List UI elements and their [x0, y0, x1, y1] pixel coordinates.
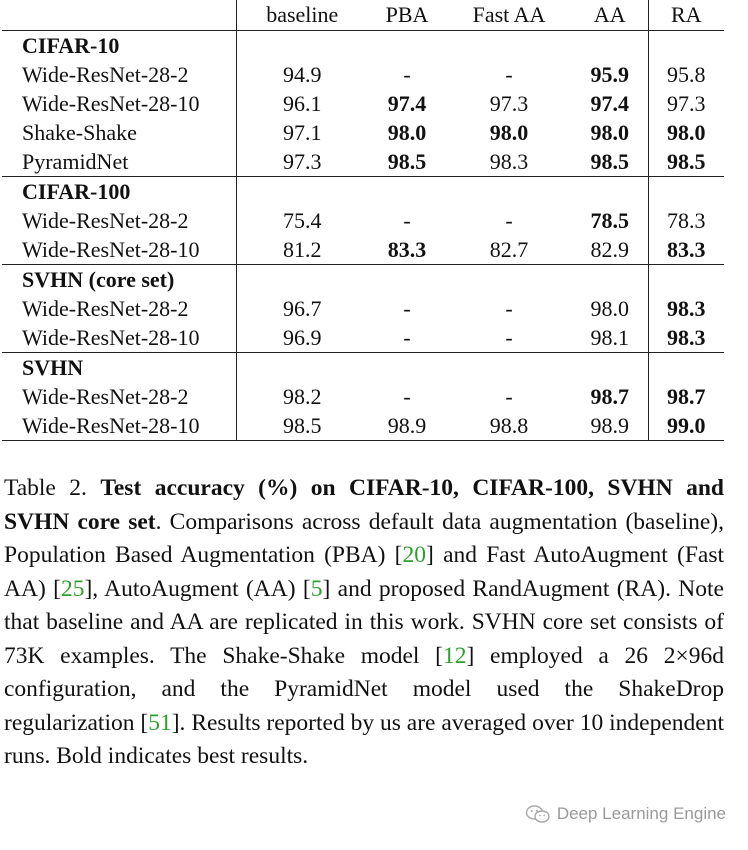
empty-cell [648, 353, 724, 383]
accuracy-cell-baseline: 96.9 [283, 324, 322, 350]
model-name: Wide-ResNet-28-2 [2, 206, 236, 235]
citation-link[interactable]: 5 [310, 575, 323, 602]
accuracy-cell-aa: 98.7 [572, 382, 648, 411]
accuracy-cell-ra: 83.3 [667, 236, 706, 262]
model-name: Wide-ResNet-28-2 [2, 60, 236, 89]
accuracy-cell-ra: 98.7 [667, 383, 706, 409]
empty-cell [572, 31, 648, 61]
accuracy-cell-baseline: 98.2 [283, 383, 322, 409]
header-cell-fast-aa: Fast AA [446, 0, 572, 31]
table-row [2, 323, 724, 353]
table-group-row [2, 353, 724, 383]
group-title: CIFAR-100 [2, 177, 236, 207]
table-row [2, 60, 724, 89]
header-cell-model [2, 0, 236, 31]
accuracy-cell-ra: 98.3 [667, 324, 706, 350]
model-name: Wide-ResNet-28-2 [2, 382, 236, 411]
empty-cell [446, 353, 572, 383]
header-cell-pba: PBA [368, 0, 446, 31]
accuracy-cell-fast-aa: 98.8 [446, 411, 572, 441]
table-header-row [2, 0, 724, 31]
caption-text: ]. Results reported by us are averaged over 10 independent runs. Bold indicates best results. [4, 709, 724, 769]
accuracy-cell-aa: 95.9 [572, 60, 648, 89]
model-name: PyramidNet [2, 147, 236, 177]
accuracy-cell-aa: 82.9 [572, 235, 648, 265]
accuracy-cell-fast-aa: - [505, 295, 513, 321]
empty-cell [572, 265, 648, 295]
table-row [2, 89, 724, 118]
empty-cell [236, 177, 368, 207]
accuracy-cell-pba: 98.9 [368, 411, 446, 441]
accuracy-cell-pba: - [403, 383, 411, 409]
empty-cell [368, 177, 446, 207]
accuracy-cell-fast-aa: - [505, 61, 513, 87]
accuracy-cell-pba: - [403, 295, 411, 321]
accuracy-cell-pba: - [403, 324, 411, 350]
empty-cell [446, 177, 572, 207]
table-group-row [2, 177, 724, 207]
table-row [2, 118, 724, 147]
model-name: Wide-ResNet-28-2 [2, 294, 236, 323]
accuracy-cell-baseline: 97.1 [283, 119, 322, 145]
caption-text: ] and Fast AutoAugment (Fast AA) [ [4, 542, 724, 602]
caption-title: Test accuracy (%) on CIFAR-10, CIFAR-100, SVHN and SVHN core set [4, 475, 724, 535]
accuracy-cell-pba: 98.5 [387, 148, 427, 174]
caption-text: ] and proposed RandAugment (RA). Note that baseline and AA are replicated in this work. SVHN core set consists of 73K examples. The Shake-Shake model [ [4, 575, 724, 669]
empty-cell [446, 265, 572, 295]
accuracy-cell-pba: 83.3 [387, 236, 427, 262]
accuracy-cell-aa: 98.9 [572, 411, 648, 441]
table-body [2, 31, 724, 441]
table-row [2, 294, 724, 323]
model-name: Wide-ResNet-28-10 [2, 411, 236, 441]
accuracy-cell-fast-aa: 82.7 [489, 236, 529, 262]
accuracy-cell-ra: 98.0 [667, 119, 706, 145]
empty-cell [368, 353, 446, 383]
accuracy-cell-aa: 98.1 [572, 323, 648, 353]
table-group-row [2, 265, 724, 295]
accuracy-cell-aa: 98.0 [572, 118, 648, 147]
model-name: Shake-Shake [2, 118, 236, 147]
accuracy-cell-fast-aa: - [505, 383, 513, 409]
empty-cell [236, 265, 368, 295]
citation-link[interactable]: 25 [60, 575, 85, 602]
accuracy-cell-baseline: 98.5 [236, 411, 368, 441]
accuracy-cell-baseline: 96.1 [283, 90, 322, 116]
accuracy-cell-pba: 98.0 [387, 119, 427, 145]
caption-label: Table 2. [4, 475, 87, 501]
accuracy-cell-ra: 98.3 [667, 295, 706, 321]
model-name: Wide-ResNet-28-10 [2, 323, 236, 353]
accuracy-cell-fast-aa: 97.3 [489, 90, 529, 116]
accuracy-cell-aa: 97.4 [572, 89, 648, 118]
accuracy-cell-aa: 98.5 [572, 147, 648, 177]
empty-cell [368, 265, 446, 295]
header-cell-baseline: baseline [236, 0, 368, 31]
empty-cell [648, 177, 724, 207]
accuracy-cell-ra: 78.3 [667, 207, 706, 233]
accuracy-cell-ra: 97.3 [667, 90, 706, 116]
caption-text: ], AutoAugment (AA) [ [84, 575, 311, 602]
accuracy-cell-fast-aa: 98.3 [489, 148, 529, 174]
header-cell-aa: AA [572, 0, 648, 31]
table-row [2, 411, 724, 441]
accuracy-cell-aa: 98.0 [572, 294, 648, 323]
table-row [2, 147, 724, 177]
accuracy-cell-ra: 99.0 [648, 411, 724, 441]
empty-cell [236, 31, 368, 61]
results-table-container [2, 0, 724, 441]
accuracy-cell-pba: - [403, 207, 411, 233]
caption-text: ] employed a 26 2×96d configuration, and the PyramidNet model used the ShakeDrop regularization [ [4, 642, 725, 736]
watermark-text: Deep Learning Engine [556, 804, 726, 823]
accuracy-cell-pba: - [403, 61, 411, 87]
accuracy-cell-pba: 97.4 [387, 90, 427, 116]
results-table [2, 0, 724, 441]
empty-cell [572, 177, 648, 207]
accuracy-cell-aa: 78.5 [572, 206, 648, 235]
empty-cell [648, 31, 724, 61]
group-title: SVHN [2, 353, 236, 383]
empty-cell [572, 353, 648, 383]
model-name: Wide-ResNet-28-10 [2, 235, 236, 265]
empty-cell [446, 31, 572, 61]
wechat-icon [525, 804, 551, 824]
table-row [2, 235, 724, 265]
accuracy-cell-baseline: 96.7 [283, 295, 322, 321]
citation-link[interactable]: 51 [148, 709, 172, 736]
caption-text: . Comparisons across default data augmentation (baseline), Population Based Augmentation (PBA) [ [4, 508, 724, 568]
table-row [2, 382, 724, 411]
accuracy-cell-baseline: 97.3 [283, 148, 322, 174]
accuracy-cell-fast-aa: 98.0 [489, 119, 529, 145]
group-title: SVHN (core set) [2, 265, 236, 295]
table-group-row [2, 31, 724, 61]
watermark [525, 804, 726, 824]
accuracy-cell-ra: 95.8 [667, 61, 706, 87]
model-name: Wide-ResNet-28-10 [2, 89, 236, 118]
empty-cell [236, 353, 368, 383]
empty-cell [368, 31, 446, 61]
table-row [2, 206, 724, 235]
group-title: CIFAR-10 [2, 31, 236, 61]
accuracy-cell-fast-aa: - [505, 324, 513, 350]
citation-link[interactable]: 12 [443, 642, 467, 669]
citation-link[interactable]: 20 [402, 542, 427, 568]
table-caption [4, 472, 724, 774]
empty-cell [648, 265, 724, 295]
header-cell-ra: RA [648, 0, 724, 31]
accuracy-cell-ra: 98.5 [667, 148, 706, 174]
accuracy-cell-fast-aa: - [505, 207, 513, 233]
accuracy-cell-baseline: 81.2 [283, 236, 322, 262]
accuracy-cell-baseline: 94.9 [283, 61, 322, 87]
accuracy-cell-baseline: 75.4 [283, 207, 322, 233]
